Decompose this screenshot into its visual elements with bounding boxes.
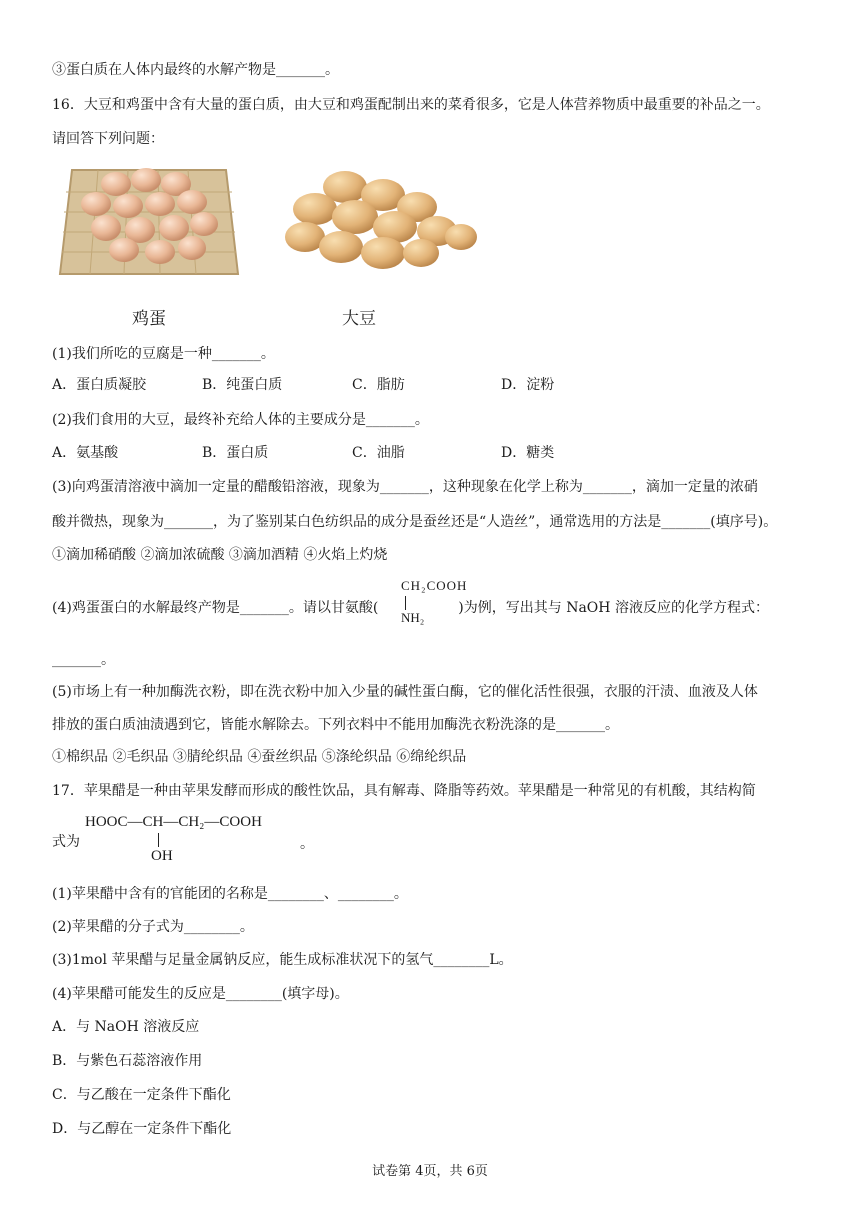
option-c: C．油脂 bbox=[352, 445, 405, 461]
question-16-5-choices: ①棉织品 ②毛织品 ③腈纶织品 ④蚕丝织品 ⑤涤纶织品 ⑥绵纶织品 bbox=[52, 749, 467, 765]
question-17-2: (2)苹果醋的分子式为________。 bbox=[52, 919, 254, 935]
text-line: ③蛋白质在人体内最终的水解产物是_______。 bbox=[52, 62, 339, 78]
question-16-4-text-a: (4)鸡蛋蛋白的水解最终产物是_______。请以甘氨酸( bbox=[52, 600, 379, 616]
eggs-basket-image bbox=[58, 162, 240, 282]
option-c: C．与乙酸在一定条件下酯化 bbox=[52, 1087, 231, 1103]
malic-acid-formula-sub: OH bbox=[151, 848, 173, 864]
option-a: A．氨基酸 bbox=[52, 445, 119, 461]
question-16-4-text-b: )为例，写出其与 NaOH 溶液反应的化学方程式： bbox=[458, 600, 769, 616]
page-footer: 试卷第 4页，共 6页 bbox=[372, 1164, 488, 1179]
question-17-4: (4)苹果醋可能发生的反应是________(填字母)。 bbox=[52, 986, 349, 1002]
soybeans-caption: 大豆 bbox=[342, 309, 376, 329]
question-16-subtitle: 请回答下列问题： bbox=[52, 131, 164, 147]
question-17-1: (1)苹果醋中含有的官能团的名称是________、________。 bbox=[52, 886, 408, 902]
question-16-5: (5)市场上有一种加酶洗衣粉，即在洗衣粉中加入少量的碱性蛋白酶，它的催化活性很强，衣服的汗渍、血液及人体 bbox=[52, 684, 758, 700]
eggs-caption: 鸡蛋 bbox=[132, 309, 166, 329]
question-17-title: 17．苹果醋是一种由苹果发酵而形成的酸性饮品，具有解毒、降脂等药效。苹果醋是一种常见的有机酸，其结构简 bbox=[52, 783, 756, 799]
option-b: B．与紫色石蕊溶液作用 bbox=[52, 1053, 203, 1069]
question-17-3: (3)1mol 苹果醋与足量金属钠反应，能生成标准状况下的氢气________L。 bbox=[52, 952, 513, 968]
glycine-bond bbox=[405, 596, 406, 610]
question-16-title: 16．大豆和鸡蛋中含有大量的蛋白质，由大豆和鸡蛋配制出来的菜肴很多，它是人体营养物质中最重要的补品之一。 bbox=[52, 97, 770, 113]
option-d: D．淀粉 bbox=[501, 377, 555, 393]
question-16-3: (3)向鸡蛋清溶液中滴加一定量的醋酸铅溶液，现象为_______，这种现象在化学上称为_______，滴加一定量的浓硝 bbox=[52, 479, 758, 495]
malic-acid-formula-main: HOOC—CH—CH₂—COOH bbox=[85, 814, 262, 830]
question-16-4-answer: _______。 bbox=[52, 652, 115, 668]
question-16-2: (2)我们食用的大豆，最终补充给人体的主要成分是_______。 bbox=[52, 412, 429, 428]
question-16-3-choices: ①滴加稀硝酸 ②滴加浓硫酸 ③滴加酒精 ④火焰上灼烧 bbox=[52, 547, 388, 563]
soybeans-image bbox=[265, 165, 480, 273]
malic-acid-bond bbox=[158, 833, 159, 847]
option-b: B．蛋白质 bbox=[202, 445, 269, 461]
glycine-formula-bottom: NH₂ bbox=[401, 610, 425, 625]
option-b: B．纯蛋白质 bbox=[202, 377, 283, 393]
option-d: D．糖类 bbox=[501, 445, 555, 461]
question-16-3-continued: 酸并微热，现象为_______，为了鉴别某白色纺织品的成分是蚕丝还是“人造丝”，通常选用的方法是_______(填序号)。 bbox=[52, 514, 778, 530]
question-17-formula-intro: 式为 bbox=[52, 834, 80, 850]
question-17-formula-end: 。 bbox=[300, 836, 314, 852]
option-d: D．与乙醇在一定条件下酯化 bbox=[52, 1121, 232, 1137]
glycine-formula-top: CH₂COOH bbox=[401, 578, 468, 593]
question-16-1: (1)我们所吃的豆腐是一种_______。 bbox=[52, 346, 275, 362]
option-c: C．脂肪 bbox=[352, 377, 405, 393]
option-a: A．与 NaOH 溶液反应 bbox=[52, 1019, 200, 1035]
question-16-5-continued: 排放的蛋白质油渍遇到它，皆能水解除去。下列衣料中不能用加酶洗衣粉洗涤的是_______。 bbox=[52, 717, 619, 733]
option-a: A．蛋白质凝胶 bbox=[52, 377, 147, 393]
